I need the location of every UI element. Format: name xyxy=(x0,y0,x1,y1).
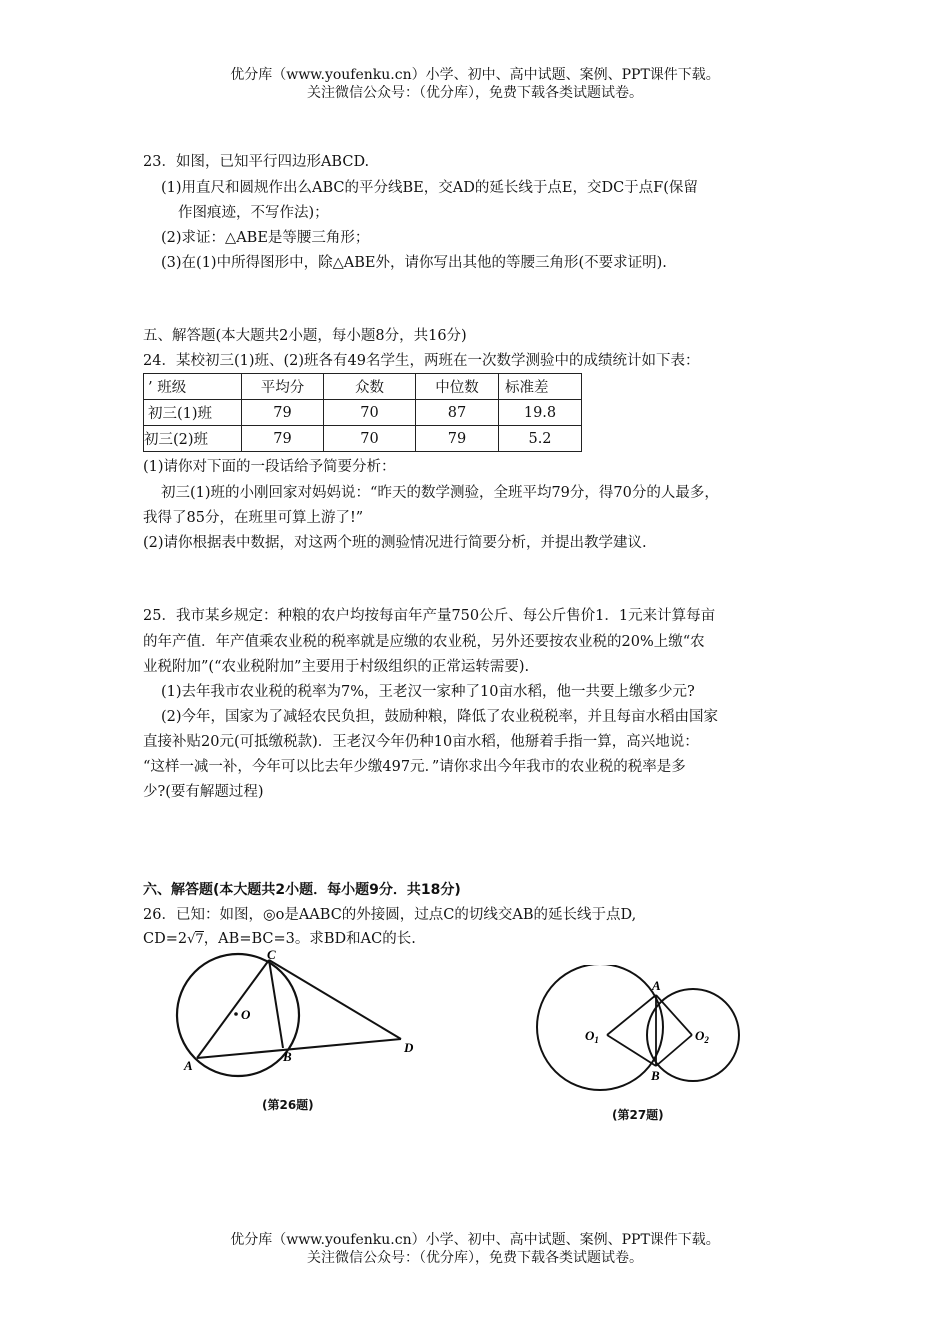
figure-27-caption: (第27题) xyxy=(612,1108,664,1122)
circle-O2 xyxy=(647,989,739,1081)
table-cell: 87 xyxy=(416,400,499,426)
table-cell: 19.8 xyxy=(499,400,582,426)
label-C: C xyxy=(267,948,276,962)
q24-stem: 24．某校初三(1)班、(2)班各有49名学生，两班在一次数学测验中的成绩统计如下表： xyxy=(143,353,700,369)
label-O2-main: O xyxy=(695,1028,705,1043)
label-B: B xyxy=(651,1068,660,1083)
table-header-cell: 中位数 xyxy=(416,374,499,400)
q24-quote-a: 初三(1)班的小刚回家对妈妈说：“昨天的数学测验，全班平均79分，得70分的人最多， xyxy=(161,485,719,501)
table-cell: 5.2 xyxy=(499,426,582,452)
header-line-1: 优分库（www.youfenku.cn）小学、初中、高中试题、案例、PPT课件下载。 xyxy=(230,67,720,83)
section-5-title: 五、解答题(本大题共2小题，每小题8分，共16分) xyxy=(143,328,467,344)
q24-quote-b: 我得了85分，在班里可算上游了!” xyxy=(143,510,364,526)
table-row xyxy=(144,400,582,426)
q23-part2: (2)求证：△ABE是等腰三角形； xyxy=(161,230,370,246)
table-cell: 79 xyxy=(416,426,499,452)
tangent-CD xyxy=(269,960,401,1039)
q26-line-2 xyxy=(143,929,416,950)
q24-part2: (2)请你根据表中数据，对这两个班的测验情况进行简要分析，并提出教学建议. xyxy=(143,535,647,551)
figure-26-caption: (第26题) xyxy=(262,1098,314,1112)
label-A: A xyxy=(652,978,661,993)
table-header-cell: 标准差 xyxy=(499,374,582,400)
table-cell: 79 xyxy=(242,400,324,426)
sqrt-symbol: √ xyxy=(187,932,196,947)
q25-line-7: “这样一减一补，今年可以比去年少缴497元．”请你求出今年我市的农业税的税率是多 xyxy=(143,759,686,775)
q25-line-8: 少?(要有解题过程) xyxy=(143,784,264,800)
q26-cd-prefix: CD=2 xyxy=(143,931,188,947)
table-cell: 初三(2)班 xyxy=(144,426,242,452)
segment-O1A xyxy=(607,995,656,1035)
table-cell: 70 xyxy=(324,400,416,426)
circle-O1 xyxy=(537,965,663,1090)
q25-line-5: (2)今年，国家为了减轻农民负担，鼓励种粮，降低了农业税税率，并且每亩水稻由国家 xyxy=(161,709,719,725)
table-header-cell: 众数 xyxy=(324,374,416,400)
table-header-row xyxy=(144,374,582,400)
figure-26 xyxy=(170,948,430,1118)
q23-part1-b: 作图痕迹，不写作法)； xyxy=(178,205,329,221)
section-6-title: 六、解答题(本大题共2小题．每小题9分．共18分) xyxy=(143,882,461,898)
q25-line-4: (1)去年我市农业税的税率为7%，王老汉一家种了10亩水稻，他一共要上缴多少元? xyxy=(161,684,695,700)
segment-AD xyxy=(197,1039,401,1058)
table-cell: 初三(1)班 xyxy=(144,400,242,426)
header-line-2: 关注微信公众号：（优分库），免费下载各类试题试卷。 xyxy=(307,85,643,101)
label-O2 xyxy=(695,1028,709,1045)
table-cell: 79 xyxy=(242,426,324,452)
circumcircle xyxy=(177,954,299,1076)
figure-27 xyxy=(530,965,760,1095)
label-O1 xyxy=(585,1028,599,1045)
q25-line-3: 业税附加”(“农业税附加”主要用于村级组织的正常运转需要). xyxy=(143,659,530,675)
q26-radicand: 7 xyxy=(195,932,204,947)
segment-AC xyxy=(197,960,269,1058)
label-A: A xyxy=(184,1058,193,1073)
q26-line-2-rest: ，AB=BC=3。求BD和AC的长. xyxy=(203,931,416,947)
footer-line-2: 关注微信公众号：（优分库），免费下载各类试题试卷。 xyxy=(307,1250,643,1266)
label-O2-sub: 2 xyxy=(704,1035,709,1045)
q24-part1: (1)请你对下面的一段话给予简要分析： xyxy=(143,459,396,475)
q23-part1-a: (1)用直尺和圆规作出么ABC的平分线BE，交AD的延长线于点E，交DC于点F(保留 xyxy=(161,180,698,196)
q23-stem: 23．如图，已知平行四边形ABCD. xyxy=(143,154,370,170)
q25-line-1: 25．我市某乡规定：种粮的农户均按每亩年产量750公斤、每公斤售价1．1元来计算每亩 xyxy=(143,608,716,624)
table-header-cell: ’ 班级 xyxy=(144,374,242,400)
label-D: D xyxy=(404,1040,414,1055)
label-B: B xyxy=(283,1049,292,1064)
footer-line-1: 优分库（www.youfenku.cn）小学、初中、高中试题、案例、PPT课件下载。 xyxy=(230,1232,720,1248)
center-dot xyxy=(234,1012,238,1016)
q25-line-6: 直接补贴20元(可抵缴税款)．王老汉今年仍种10亩水稻，他掰着手指一算，高兴地说： xyxy=(143,734,699,750)
q26-line-1: 26．已知：如图，◎o是AABC的外接圆，过点C的切线交AB的延长线于点D, xyxy=(143,907,637,923)
segment-BC xyxy=(269,960,283,1048)
table-header-cell: 平均分 xyxy=(242,374,324,400)
q25-line-2: 的年产值．年产值乘农业税的税率就是应缴的农业税，另外还要按农业税的20%上缴“农 xyxy=(143,634,705,650)
label-O1-sub: 1 xyxy=(594,1035,599,1045)
table-row xyxy=(144,426,582,452)
label-O: O xyxy=(241,1007,251,1022)
label-O1-main: O xyxy=(585,1028,595,1043)
q23-part3: (3)在(1)中所得图形中，除△ABE外，请你写出其他的等腰三角形(不要求证明). xyxy=(161,255,667,271)
score-table xyxy=(143,373,582,452)
table-cell: 70 xyxy=(324,426,416,452)
